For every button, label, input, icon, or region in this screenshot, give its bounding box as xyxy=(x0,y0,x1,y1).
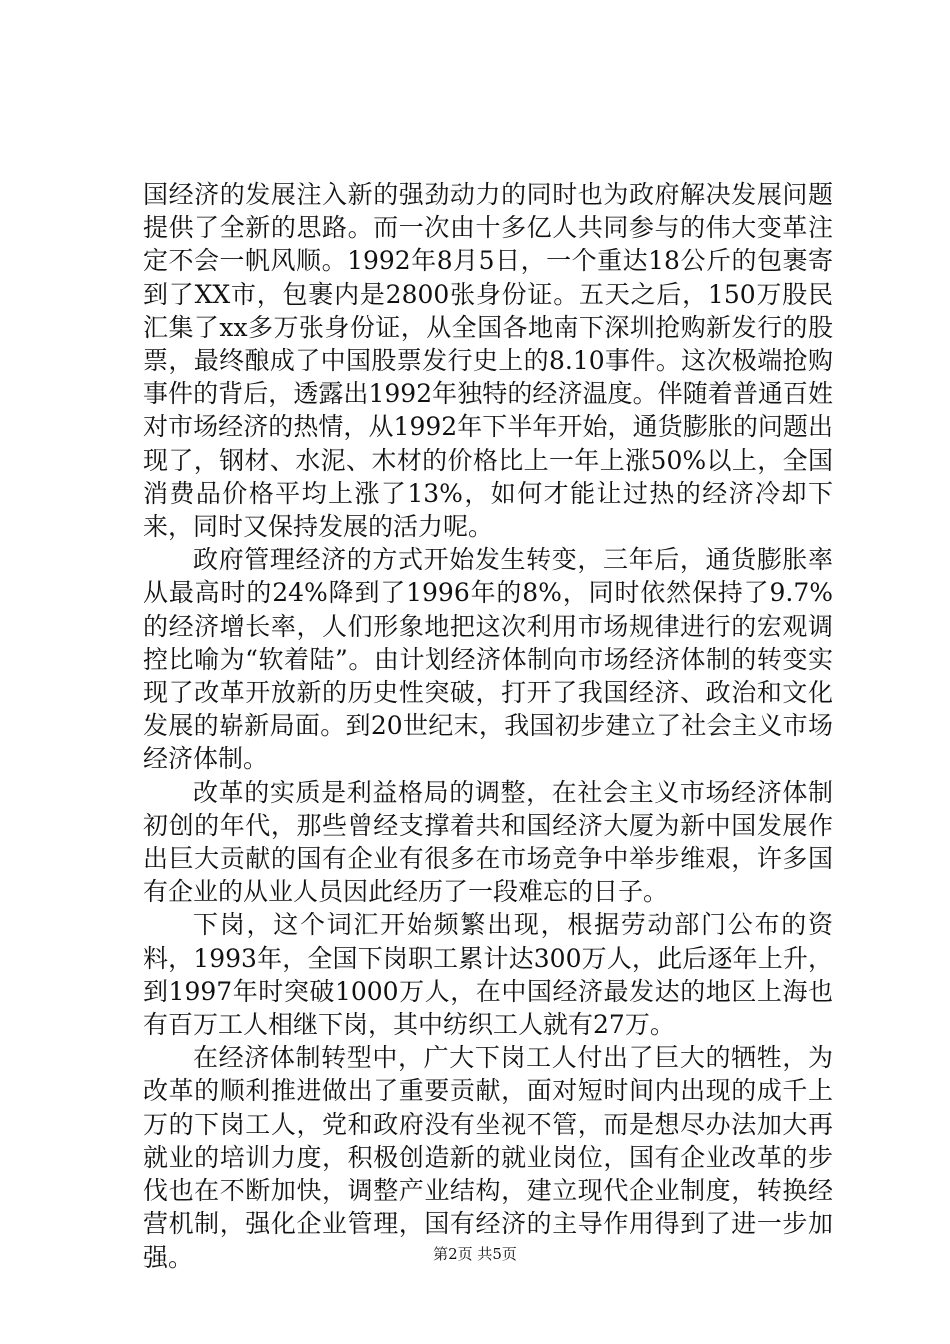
page-number-label: 第2页 共5页 xyxy=(433,1245,517,1263)
paragraph-5: 在经济体制转型中，广大下岗工人付出了巨大的牺牲，为改革的顺利推进做出了重要贡献，面对短时间内出现的成千上万的下岗工人，党和政府没有坐视不管，而是想尽办法加大再就业的培训力度，积极创造新的就业岗位，国有企业改革的步伐也在不断加快，调整产业结构，建立现代企业制度，转换经营机制，强化企业管理，国有经济的主导作用得到了进一步加强。 xyxy=(143,1043,833,1272)
document-body xyxy=(143,178,833,1274)
paragraph-2: 政府管理经济的方式开始发生转变，三年后，通货膨胀率从最高时的24%降到了1996年的8%，同时依然保持了9.7%的经济增长率，人们形象地把这次利用市场规律进行的宏观调控比喻为“软着陆”。由计划经济体制向市场经济体制的转变实现了改革开放新的历史性突破，打开了我国经济、政治和文化发展的崭新局面。到20世纪末，我国初步建立了社会主义市场经济体制。 xyxy=(143,545,833,774)
paragraph-1: 国经济的发展注入新的强劲动力的同时也为政府解决发展问题提供了全新的思路。而一次由十多亿人共同参与的伟大变革注定不会一帆风顺。1992年8月5日，一个重达18公斤的包裹寄到了XX市，包裹内是2800张身份证。五天之后，150万股民汇集了xx多万张身份证，从全国各地南下深圳抢购新发行的股票，最终酿成了中国股票发行史上的8.10事件。这次极端抢购事件的背后，透露出1992年独特的经济温度。伴随着普通百姓对市场经济的热情，从1992年下半年开始，通货膨胀的问题出现了，钢材、水泥、木材的价格比上一年上涨50%以上，全国消费品价格平均上涨了13%，如何才能让过热的经济冷却下来，同时又保持发展的活力呢。 xyxy=(143,180,833,542)
paragraph-3: 改革的实质是利益格局的调整，在社会主义市场经济体制初创的年代，那些曾经支撑着共和国经济大厦为新中国发展作出巨大贡献的国有企业有很多在市场竞争中举步维艰，许多国有企业的从业人员因此经历了一段难忘的日子。 xyxy=(143,777,833,907)
paragraph-4: 下岗，这个词汇开始频繁出现，根据劳动部门公布的资料，1993年，全国下岗职工累计达300万人，此后逐年上升，到1997年时突破1000万人，在中国经济最发达的地区上海也有百万工人相继下岗，其中纺织工人就有27万。 xyxy=(143,910,833,1040)
page-footer xyxy=(0,1244,950,1264)
